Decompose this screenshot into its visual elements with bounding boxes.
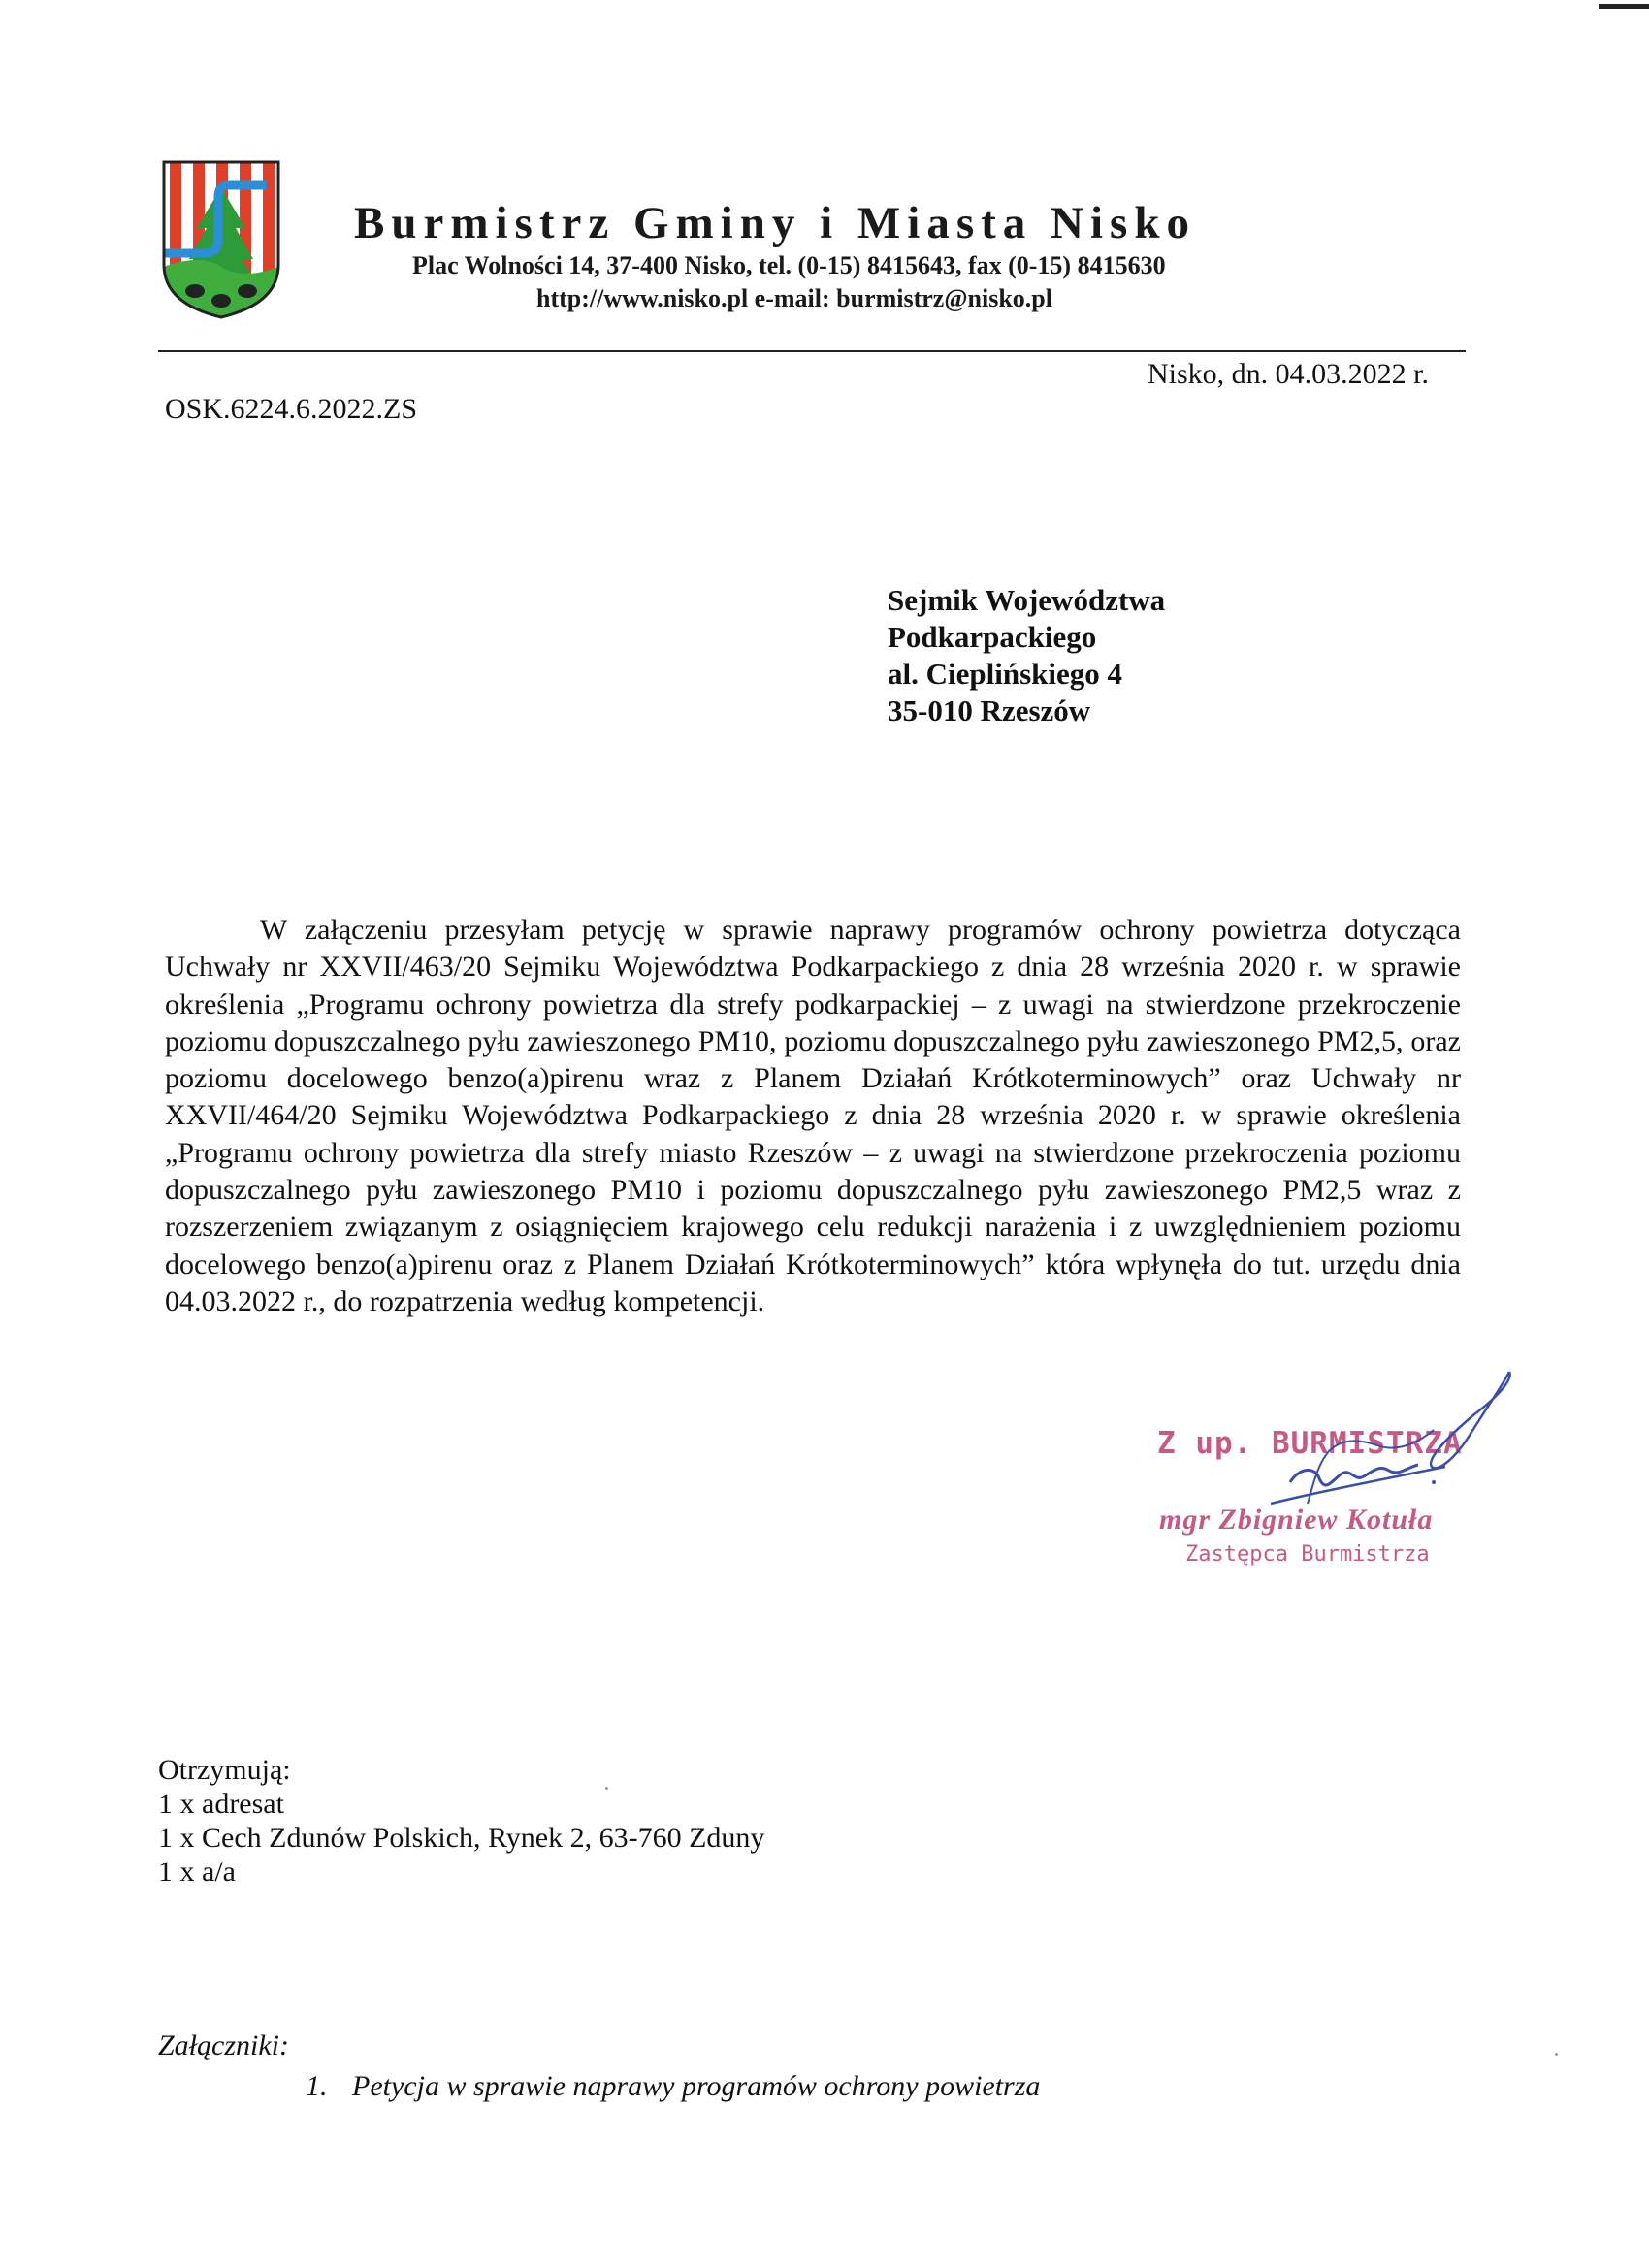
attachment-number: 1. (306, 2070, 328, 2102)
attachments-label: Załączniki: (158, 2029, 289, 2061)
recipient-line: 35-010 Rzeszów (888, 694, 1091, 728)
stamp-line-name: mgr Zbigniew Kotuła (1159, 1504, 1434, 1536)
scan-speck (605, 1787, 608, 1790)
recipient-line: Podkarpackiego (888, 620, 1097, 654)
recipient-address (888, 582, 1165, 729)
recipient-line: Sejmik Województwa (888, 583, 1166, 617)
letterhead-title: Burmistrz Gminy i Miasta Nisko (354, 198, 1196, 248)
stamp-line-position: Zastępca Burmistrza (1185, 1542, 1430, 1567)
letter-body (165, 912, 1461, 1320)
scan-edge-mark (1599, 4, 1649, 9)
handwritten-signature (1125, 1358, 1533, 1591)
stamp-line-authorization: Z up. BURMISTRZA (1157, 1426, 1463, 1461)
letterhead-divider (158, 350, 1466, 352)
distribution-item: 1 x Cech Zdunów Polskich, Rynek 2, 63-760 Zduny (158, 1822, 765, 1854)
letterhead-address: Plac Wolności 14, 37-400 Nisko, tel. (0-15) 8415643, fax (0-15) 8415630 (412, 251, 1166, 279)
reference-number: OSK.6224.6.2022.ZS (165, 393, 418, 425)
attachment-item (306, 2070, 1040, 2103)
distribution-item: 1 x adresat (158, 1788, 284, 1820)
nisko-coat-of-arms-icon (160, 158, 282, 321)
scan-speck (1555, 2053, 1558, 2056)
distribution-label: Otrzymują: (158, 1754, 291, 1786)
distribution-list (158, 1753, 764, 1889)
distribution-item: 1 x a/a (158, 1856, 236, 1888)
attachment-text: Petycja w sprawie naprawy programów ochrony powietrza (352, 2070, 1041, 2102)
document-date: Nisko, dn. 04.03.2022 r. (1148, 358, 1430, 390)
body-paragraph: W załączeniu przesyłam petycję w sprawie naprawy programów ochrony powietrza dotycząca Uchwały nr XXVII/463/20 Sejmiku Województwa Podkarpackiego z dnia 28 września 2020 r. w sprawie określenia „Programu ochrony powietrza dla strefy podkarpackiej – z uwagi na stwierdzone przekroczenie poziomu dopuszczalnego pyłu zawieszonego PM10, poziomu dopuszczalnego pyłu zawieszonego PM2,5, oraz poziomu docelowego benzo(a)pirenu wraz z Planem Działań Krótkoterminowych” oraz Uchwały nr XXVII/464/20 Sejmiku Województwa Podkarpackiego z dnia 28 września 2020 r. w sprawie określenia „Programu ochrony powietrza dla strefy miasto Rzeszów – z uwagi na stwierdzone przekroczenia poziomu dopuszczalnego pyłu zawieszonego PM10 i poziomu dopuszczalnego pyłu zawieszonego PM2,5 wraz z rozszerzeniem związanym z osiągnięciem krajowego celu redukcji narażenia i z uwzględnieniem poziomu docelowego benzo(a)pirenu oraz z Planem Działań Krótkoterminowych” która wpłynęła do tut. urzędu dnia 04.03.2022 r., do rozpatrzenia według kompetencji. (165, 914, 1461, 1317)
recipient-line: al. Cieplińskiego 4 (888, 657, 1123, 691)
letterhead-web-email: http://www.nisko.pl e-mail: burmistrz@nisko.pl (536, 284, 1052, 312)
signature-stamp (1125, 1358, 1533, 1591)
